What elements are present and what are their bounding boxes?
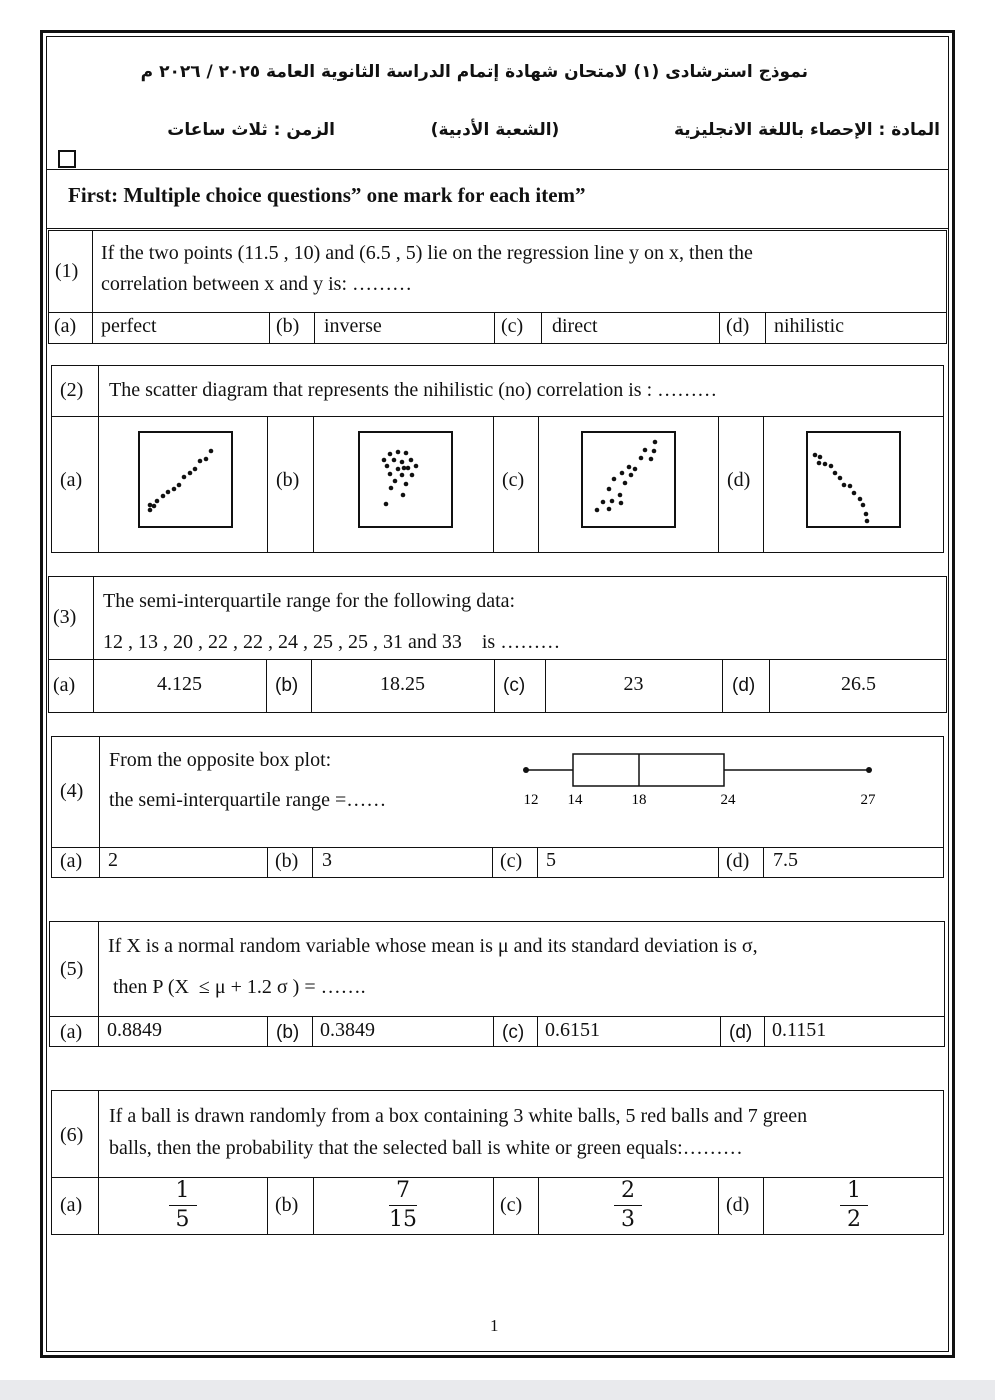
option-label-b: (b): [275, 850, 299, 872]
option-label-a: (a): [60, 469, 83, 491]
option-label-d: (d): [729, 1022, 753, 1043]
option-c[interactable]: [538, 1179, 718, 1232]
section-title: First: Multiple choice questions” one mark for each item”: [68, 183, 586, 207]
question-number: (4): [60, 780, 84, 802]
fraction-numerator: 7: [396, 1178, 410, 1203]
box-plot-tick-label: 14: [567, 792, 583, 808]
scatter-negative-icon[interactable]: [806, 431, 902, 529]
question-text: The scatter diagram that represents the nihilistic (no) correlation is : ………: [109, 379, 718, 401]
scatter-positive-icon[interactable]: [138, 431, 234, 529]
option-label-b: (b): [275, 1194, 299, 1216]
option-b[interactable]: 0.3849: [320, 1019, 375, 1041]
fraction-denominator: 15: [389, 1207, 417, 1232]
question-text: The semi-interquartile range for the following data:: [103, 590, 516, 612]
option-b[interactable]: [313, 1179, 493, 1232]
scatter-positive-spread-icon[interactable]: [581, 431, 677, 529]
option-label-d: (d): [726, 315, 750, 337]
box-plot-tick-label: 18: [631, 792, 647, 808]
box-plot-box: [573, 754, 724, 786]
option-label-b: (b): [276, 1022, 300, 1043]
option-label-c: (c): [502, 1022, 525, 1043]
option-label-b: (b): [276, 315, 300, 337]
question-text: If a ball is drawn randomly from a box containing 3 white balls, 5 red balls and 7 green: [109, 1105, 808, 1127]
option-b[interactable]: inverse: [324, 315, 382, 337]
box-plot-tick-label: 24: [720, 792, 736, 808]
box-plot-min-point: [523, 767, 529, 773]
option-label-d: (d): [726, 1194, 750, 1216]
fraction-bar: [614, 1205, 642, 1206]
checkbox[interactable]: [58, 150, 76, 168]
option-label-a: (a): [53, 674, 76, 696]
box-plot-max-point: [866, 767, 872, 773]
option-a[interactable]: 2: [108, 849, 118, 871]
branch-label: (الشعبة الأدبية): [430, 120, 560, 140]
question-text: If X is a normal random variable whose mean is μ and its standard deviation is σ,: [108, 935, 758, 957]
question-3: [48, 576, 947, 713]
option-label-d: (d): [732, 675, 756, 696]
question-text: then P (X ≤ μ + 1.2 σ ) = …….: [113, 976, 366, 998]
option-a[interactable]: 0.8849: [107, 1019, 162, 1041]
option-label-c: (c): [500, 1194, 523, 1216]
divider: [46, 228, 949, 229]
fraction-bar: [169, 1205, 197, 1206]
subject-label: المادة : الإحصاء باللغة الانجليزية: [673, 120, 940, 140]
question-data: 12 , 13 , 20 , 22 , 22 , 24 , 25 , 25 , 31 and 33 is ………: [103, 631, 561, 653]
time-label: الزمن : ثلاث ساعات: [167, 120, 335, 140]
option-a[interactable]: 4.125: [157, 673, 202, 695]
option-b[interactable]: 18.25: [380, 673, 425, 695]
fraction-bar: [389, 1205, 417, 1206]
question-2: [51, 365, 944, 553]
option-d[interactable]: 7.5: [773, 849, 798, 871]
option-label-a: (a): [54, 315, 77, 337]
fraction-numerator: 1: [175, 1178, 190, 1203]
option-d[interactable]: [763, 1179, 945, 1232]
question-number: (2): [60, 379, 84, 401]
option-c[interactable]: direct: [552, 315, 598, 337]
question-text: the semi-interquartile range =……: [109, 789, 387, 811]
fraction-numerator: 1: [847, 1178, 861, 1203]
option-label-b: (b): [276, 469, 300, 491]
exam-title: نموذج استرشادى (١) لامتحان شهادة إتمام الدراسة الثانوية العامة ٢٠٢٥ / ٢٠٢٦ م: [140, 62, 808, 82]
fraction-denominator: 3: [621, 1207, 635, 1232]
option-a[interactable]: [98, 1179, 267, 1232]
box-plot-tick-label: 12: [523, 792, 539, 808]
option-c[interactable]: 0.6151: [545, 1019, 600, 1041]
option-label-c: (c): [503, 675, 526, 696]
question-text: balls, then the probability that the selected ball is white or green equals:………: [109, 1137, 743, 1159]
option-label-b: (b): [275, 675, 299, 696]
question-number: (1): [55, 260, 79, 282]
option-d[interactable]: nihilistic: [774, 315, 844, 337]
box-plot: [502, 747, 902, 817]
fraction-denominator: 5: [175, 1207, 190, 1232]
option-label-a: (a): [60, 850, 83, 872]
option-label-a: (a): [60, 1194, 83, 1216]
question-5: [49, 921, 945, 1047]
option-c[interactable]: 23: [623, 673, 644, 695]
option-label-c: (c): [501, 315, 524, 337]
option-label-d: (d): [726, 850, 750, 872]
question-number: (3): [53, 606, 77, 628]
scatter-cluster-icon[interactable]: [358, 431, 454, 529]
fraction-bar: [840, 1205, 868, 1206]
option-d[interactable]: 0.1151: [772, 1019, 827, 1041]
option-label-d: (d): [727, 469, 751, 491]
question-4: [51, 736, 944, 878]
box-plot-tick-label: 27: [860, 792, 876, 808]
viewer-bottom-bar: [0, 1380, 995, 1400]
question-text: If the two points (11.5 , 10) and (6.5 , 5) lie on the regression line y on x, then the: [101, 242, 753, 264]
fraction-denominator: 2: [847, 1207, 861, 1232]
divider: [46, 169, 949, 170]
option-a[interactable]: perfect: [101, 315, 157, 337]
option-label-c: (c): [500, 850, 523, 872]
question-6: [51, 1090, 944, 1235]
option-label-a: (a): [60, 1021, 83, 1043]
option-label-c: (c): [502, 469, 525, 491]
page-number: 1: [490, 1316, 499, 1335]
question-number: (5): [60, 958, 84, 980]
option-b[interactable]: 3: [322, 849, 332, 871]
fraction-numerator: 2: [621, 1178, 635, 1203]
option-c[interactable]: 5: [546, 849, 556, 871]
question-1: [48, 230, 947, 344]
question-text: From the opposite box plot:: [109, 749, 332, 771]
question-text: correlation between x and y is: ………: [101, 273, 413, 295]
option-d[interactable]: 26.5: [841, 673, 876, 695]
question-number: (6): [60, 1124, 84, 1146]
